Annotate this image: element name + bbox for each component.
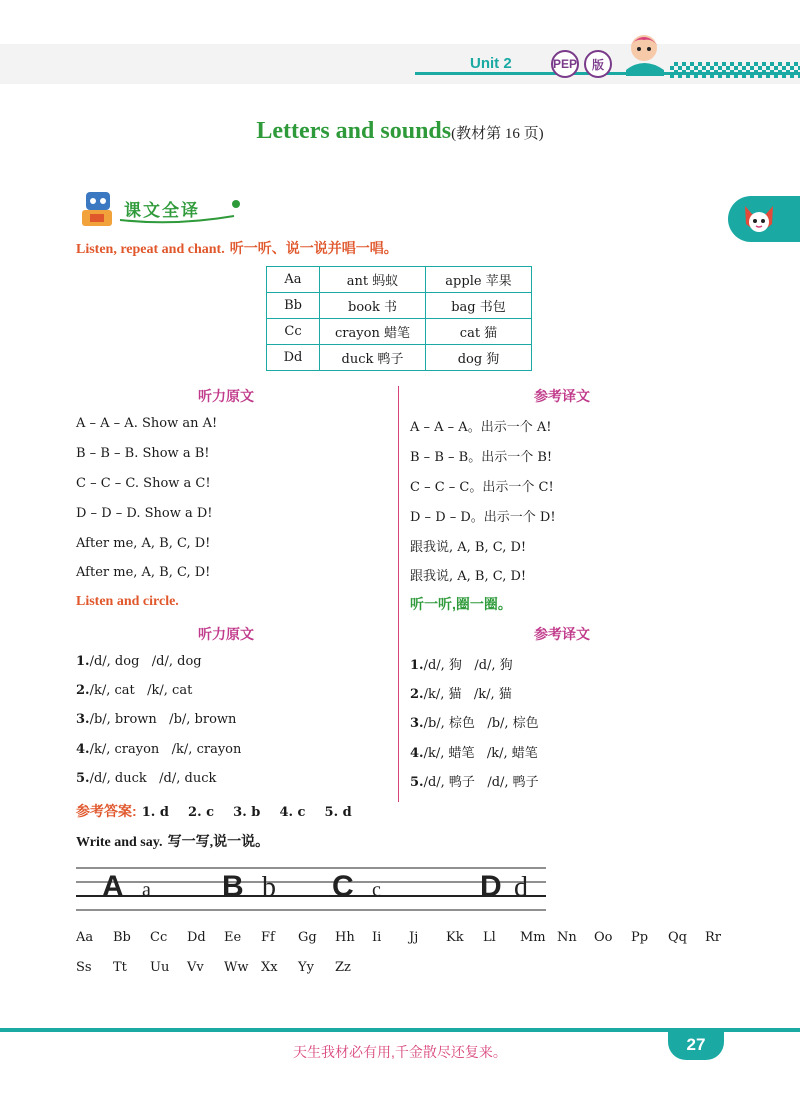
alphabet-pair: Ss (76, 960, 92, 975)
answer-item: 4. c (279, 805, 306, 820)
chant-cn-line: 跟我说, A, B, C, D! (410, 569, 527, 584)
alphabet-pair: Oo (594, 930, 613, 945)
writing-letter: a (142, 879, 151, 901)
table-row (267, 293, 532, 319)
circle-cn-line: 2./k/, 猫 /k/, 猫 (410, 687, 512, 702)
table-cell: Cc (267, 319, 320, 345)
column-divider (398, 592, 399, 802)
chant-en-line: After me, A, B, C, D! (76, 565, 211, 580)
circle-cn-line: 4./k/, 蜡笔 /k/, 蜡笔 (410, 746, 538, 761)
circle-en-line: 2./k/, cat /k/, cat (76, 683, 193, 698)
answer-item: 2. c (188, 805, 215, 820)
table-row (267, 267, 532, 293)
alphabet-pair: Mm (520, 930, 546, 945)
table-cell: Dd (267, 345, 320, 371)
table-cell: apple 苹果 (426, 267, 532, 293)
page-number: 27 (668, 1030, 724, 1060)
writing-letter: A (102, 870, 124, 903)
alphabet-pair: Uu (150, 960, 170, 975)
page-title (0, 118, 800, 145)
table-cell: dog 狗 (426, 345, 532, 371)
table-cell: crayon 蜡笔 (320, 319, 426, 345)
alphabet-row-1 (76, 930, 742, 945)
alphabet-pair: Vv (187, 960, 204, 975)
chant-cn-line: A – A – A。出示一个 A! (410, 420, 552, 435)
circle-cn-line: 3./b/, 棕色 /b/, 棕色 (410, 716, 539, 731)
chant-en-line: B – B – B. Show a B! (76, 446, 210, 461)
alphabet-pair: Qq (668, 930, 687, 945)
alphabet-pair: Gg (298, 930, 317, 945)
cat-face-icon (740, 200, 778, 238)
handwriting-lines (76, 858, 546, 918)
col-right-header: 参考译文 (534, 388, 590, 404)
chant-cn-line: B – B – B。出示一个 B! (410, 450, 553, 465)
edition-badge: 版 (584, 50, 612, 78)
instruction-listen-circle: Listen and circle. (76, 594, 179, 609)
instruction-listen-circle-cn: 听一听,圈一圈。 (410, 596, 512, 612)
table-cell: Aa (267, 267, 320, 293)
alphabet-pair: Rr (705, 930, 722, 945)
table-cell: ant 蚂蚁 (320, 267, 426, 293)
mascot-icon (618, 30, 670, 76)
writing-letter: b (262, 872, 276, 903)
instruction-cn: 听一听、说一说并唱一唱。 (229, 242, 398, 257)
alphabet-row-2 (76, 960, 372, 975)
column-divider (398, 386, 399, 592)
answer-key (76, 801, 352, 821)
alphabet-pair: Nn (557, 930, 577, 945)
alphabet-pair: Pp (631, 930, 649, 945)
circle-en-line: 1./d/, dog /d/, dog (76, 654, 202, 669)
header-checker-pattern (670, 62, 800, 78)
writing-letter: D (480, 870, 502, 903)
answer-item: 5. d (324, 805, 352, 820)
table-cell: duck 鸭子 (320, 345, 426, 371)
instruction-write-say (76, 831, 269, 851)
alphabet-pair: Yy (298, 960, 314, 975)
alphabet-pair: Ii (372, 930, 382, 945)
col-left-header: 听力原文 (198, 388, 254, 404)
writing-letter: c (372, 879, 381, 901)
alphabet-pair: Ee (224, 930, 242, 945)
chant-en-line: A – A – A. Show an A! (76, 416, 218, 431)
table-cell: cat 猫 (426, 319, 532, 345)
col-left-header-2: 听力原文 (198, 626, 254, 642)
answer-label: 参考答案: (76, 803, 137, 819)
circle-en-line: 3./b/, brown /b/, brown (76, 712, 237, 727)
instruction-en: Listen, repeat and chant. (76, 242, 225, 257)
instruction-listen-repeat (76, 238, 398, 258)
footer-motto: 天生我材必有用,千金散尽还复来。 (293, 1044, 507, 1060)
table-row (267, 319, 532, 345)
alphabet-pair: Jj (409, 930, 419, 945)
title-main: Letters and sounds (256, 118, 452, 144)
alphabet-pair: Hh (335, 930, 355, 945)
instruction-en: Write and say. (76, 835, 163, 850)
table-cell: bag 书包 (426, 293, 532, 319)
alphabet-pair: Dd (187, 930, 206, 945)
chant-cn-line: C – C – C。出示一个 C! (410, 480, 554, 495)
alphabet-pair: Cc (150, 930, 168, 945)
section-label: 课文全译 (124, 201, 200, 220)
table-row (267, 345, 532, 371)
alphabet-pair: Ww (224, 960, 249, 975)
writing-letter: d (514, 872, 528, 903)
chant-cn-line: 跟我说, A, B, C, D! (410, 540, 527, 555)
answer-item: 3. b (233, 805, 261, 820)
alphabet-pair: Kk (446, 930, 464, 945)
circle-cn-line: 5./d/, 鸭子 /d/, 鸭子 (410, 775, 539, 790)
chant-en-line: C – C – C. Show a C! (76, 476, 211, 491)
alphabet-pair: Aa (76, 930, 94, 945)
circle-en-line: 5./d/, duck /d/, duck (76, 771, 217, 786)
table-cell: Bb (267, 293, 320, 319)
alphabet-pair: Ll (483, 930, 496, 945)
word-table (266, 266, 532, 371)
table-cell: book 书 (320, 293, 426, 319)
circle-cn-line: 1./d/, 狗 /d/, 狗 (410, 658, 513, 673)
alphabet-pair: Ff (261, 930, 275, 945)
alphabet-pair: Tt (113, 960, 127, 975)
alphabet-pair: Zz (335, 960, 351, 975)
chant-en-line: After me, A, B, C, D! (76, 536, 211, 551)
unit-label: Unit 2 (470, 55, 512, 72)
writing-letter: C (332, 870, 354, 903)
circle-en-line: 4./k/, crayon /k/, crayon (76, 742, 242, 757)
instruction-cn: 写一写,说一说。 (167, 835, 270, 850)
pep-badge: PEP (551, 50, 579, 78)
chant-en-line: D – D – D. Show a D! (76, 506, 213, 521)
alphabet-pair: Bb (113, 930, 131, 945)
title-ref: (教材第 16 页) (451, 126, 544, 142)
alphabet-pair: Xx (261, 960, 278, 975)
answer-item: 1. d (141, 805, 169, 820)
col-right-header-2: 参考译文 (534, 626, 590, 642)
chant-cn-line: D – D – D。出示一个 D! (410, 510, 556, 525)
writing-letter: B (222, 870, 244, 903)
